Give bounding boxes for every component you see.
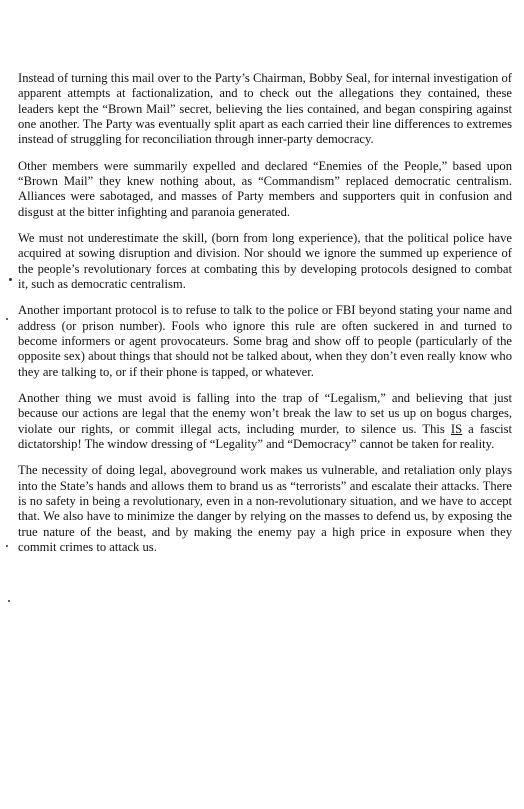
paragraph-3: We must not underestimate the skill, (born from long experience), that the political police have acquired at sowing disruption and division. Nor should we ignore the summed up experience of the people’s revolutionary forces at combating this by developing protocols designed to combat it, such as democratic centralism.: [18, 231, 512, 291]
paragraph-4: Another important protocol is to refuse to talk to the police or FBI beyond stating your name and address (or prison number). Fools who ignore this rule are often suckered in and turned to become informers or agent provocateurs. Some brag and show off to people (particularly of the opposite sex) about things that should not be talked about, when they don’t even really know who they are talking to, or if their phone is tapped, or whatever.: [18, 303, 512, 379]
paragraph-1: Instead of turning this mail over to the Party’s Chairman, Bobby Seal, for internal investigation of apparent attempts at factionalization, and to check out the allegations they contained, these leaders kept the “Brown Mail” secret, believing the lies contained, and began conspiring against one another. The Party was eventually split apart as each carried their line differences to extremes instead of struggling for reconciliation through inner-party democracy.: [18, 71, 512, 147]
scan-speck: [6, 318, 8, 320]
scan-speck: [8, 600, 10, 602]
body-text: [18, 71, 512, 555]
paragraph-5-text-before: Another thing we must avoid is falling into the trap of “Legalism,” and believing that just because our actions are legal that the enemy won’t break the law to set us up on bogus charges, violate our rights, or commit illegal acts, including murder, to silence us. This: [18, 391, 512, 436]
paragraph-5-text-after: a fascist dictatorship! The window dressing of “Legality” and “Democracy” cannot be taken for reality.: [18, 421, 513, 451]
paragraph-5: [18, 391, 512, 452]
scan-speck: [9, 278, 12, 281]
paragraph-6: The necessity of doing legal, aboveground work makes us vulnerable, and retaliation only plays into the State’s hands and allows them to brand us as “terrorists” and escalate their attacks. There is no safety in being a revolutionary, even in a non-revolutionary situation, and we have to accept that. We also have to minimize the danger by relying on the masses to defend us, by exposing the true nature of the beast, and by making the enemy pay a high price in exposure when they commit crimes to attack us.: [18, 463, 512, 554]
scan-speck: [6, 545, 8, 547]
paragraph-2: Other members were summarily expelled and declared “Enemies of the People,” based upon “Brown Mail” they knew nothing about, as “Commandism” replaced democratic centralism. Alliances were sabotaged, and masses of Party members and supporters quit in confusion and disgust at the bitter infighting and paranoia generated.: [18, 158, 512, 219]
paragraph-5-emphasis: IS: [450, 421, 463, 436]
